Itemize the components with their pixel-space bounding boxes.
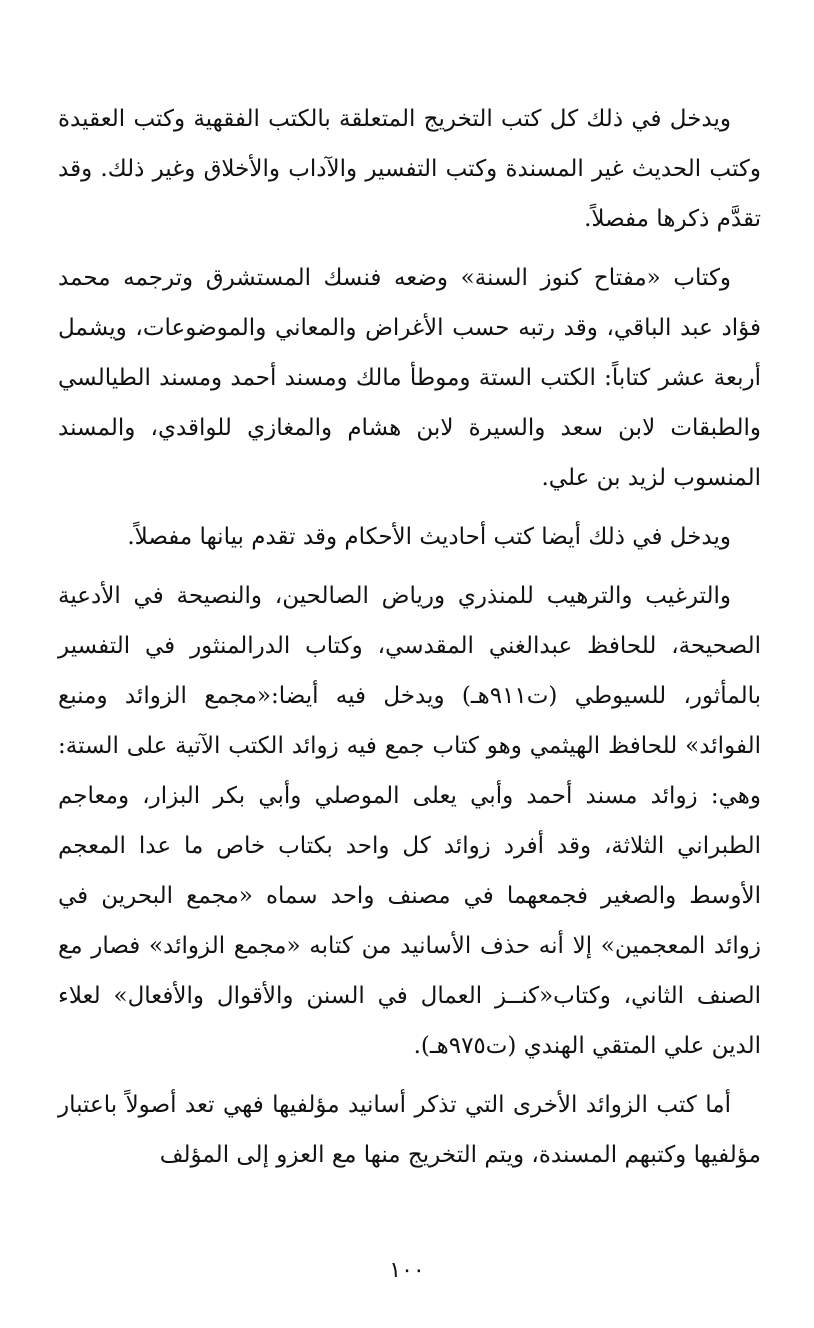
paragraph-3: ويدخل في ذلك أيضا كتب أحاديث الأحكام وقد تقدم بيانها مفصلاً. (127, 524, 731, 550)
paragraph-2: وكتاب «مفتاح كنوز السنة» وضعه فنسك المستشرق وترجمه محمد فؤاد عبد الباقي، وقد رتبه حسب الأغراض والمعاني والموضوعات، ويشمل أربعة عشر كتاباً: الكتب الستة وموطأ مالك ومسند أحمد ومسند الطيالسي والطبقات لابن سعد والسيرة لابن هشام والمغازي للواقدي، والمسند المنسوب لزيد بن علي. (58, 265, 761, 491)
page-number: ١٠٠ (389, 1258, 425, 1283)
body-text (58, 94, 761, 1180)
paragraph-4: والترغيب والترهيب للمنذري ورياض الصالحين، والنصيحة في الأدعية الصحيحة، للحافظ عبدالغني المقدسي، وكتاب الدرالمنثور في التفسير بالمأثور، للسيوطي (ت٩١١هـ) ويدخل فيه أيضا:«مجمع الزوائد ومنبع الفوائد» للحافظ الهيثمي وهو كتاب جمع فيه زوائد الكتب الآتية على الستة: وهي: زوائد مسند أحمد وأبي يعلى الموصلي وأبي بكر البزار، ومعاجم الطبراني الثلاثة، وقد أفرد زوائد كل واحد بكتاب خاص ما عدا المعجم الأوسط والصغير فجمعهما في مصنف واحد سماه «مجمع البحرين في زوائد المعجمين» إلا أنه حذف الأسانيد من كتابه «مجمع الزوائد» فصار مع الصنف الثاني، وكتاب«كنــز العمال في السنن والأقوال والأفعال» لعلاء الدين علي المتقي الهندي (ت٩٧٥هـ). (58, 583, 761, 1059)
paragraph-1: ويدخل في ذلك كل كتب التخريج المتعلقة بالكتب الفقهية وكتب العقيدة وكتب الحديث غير المسندة وكتب التفسير والآداب والأخلاق وغير ذلك. وقد تقدَّم ذكرها مفصلاً. (58, 106, 761, 232)
paragraph-5: أما كتب الزوائد الأخرى التي تذكر أسانيد مؤلفيها فهي تعد أصولاً باعتبار مؤلفيها وكتبهم المسندة، ويتم التخريج منها مع العزو إلى المؤلف (58, 1092, 761, 1168)
